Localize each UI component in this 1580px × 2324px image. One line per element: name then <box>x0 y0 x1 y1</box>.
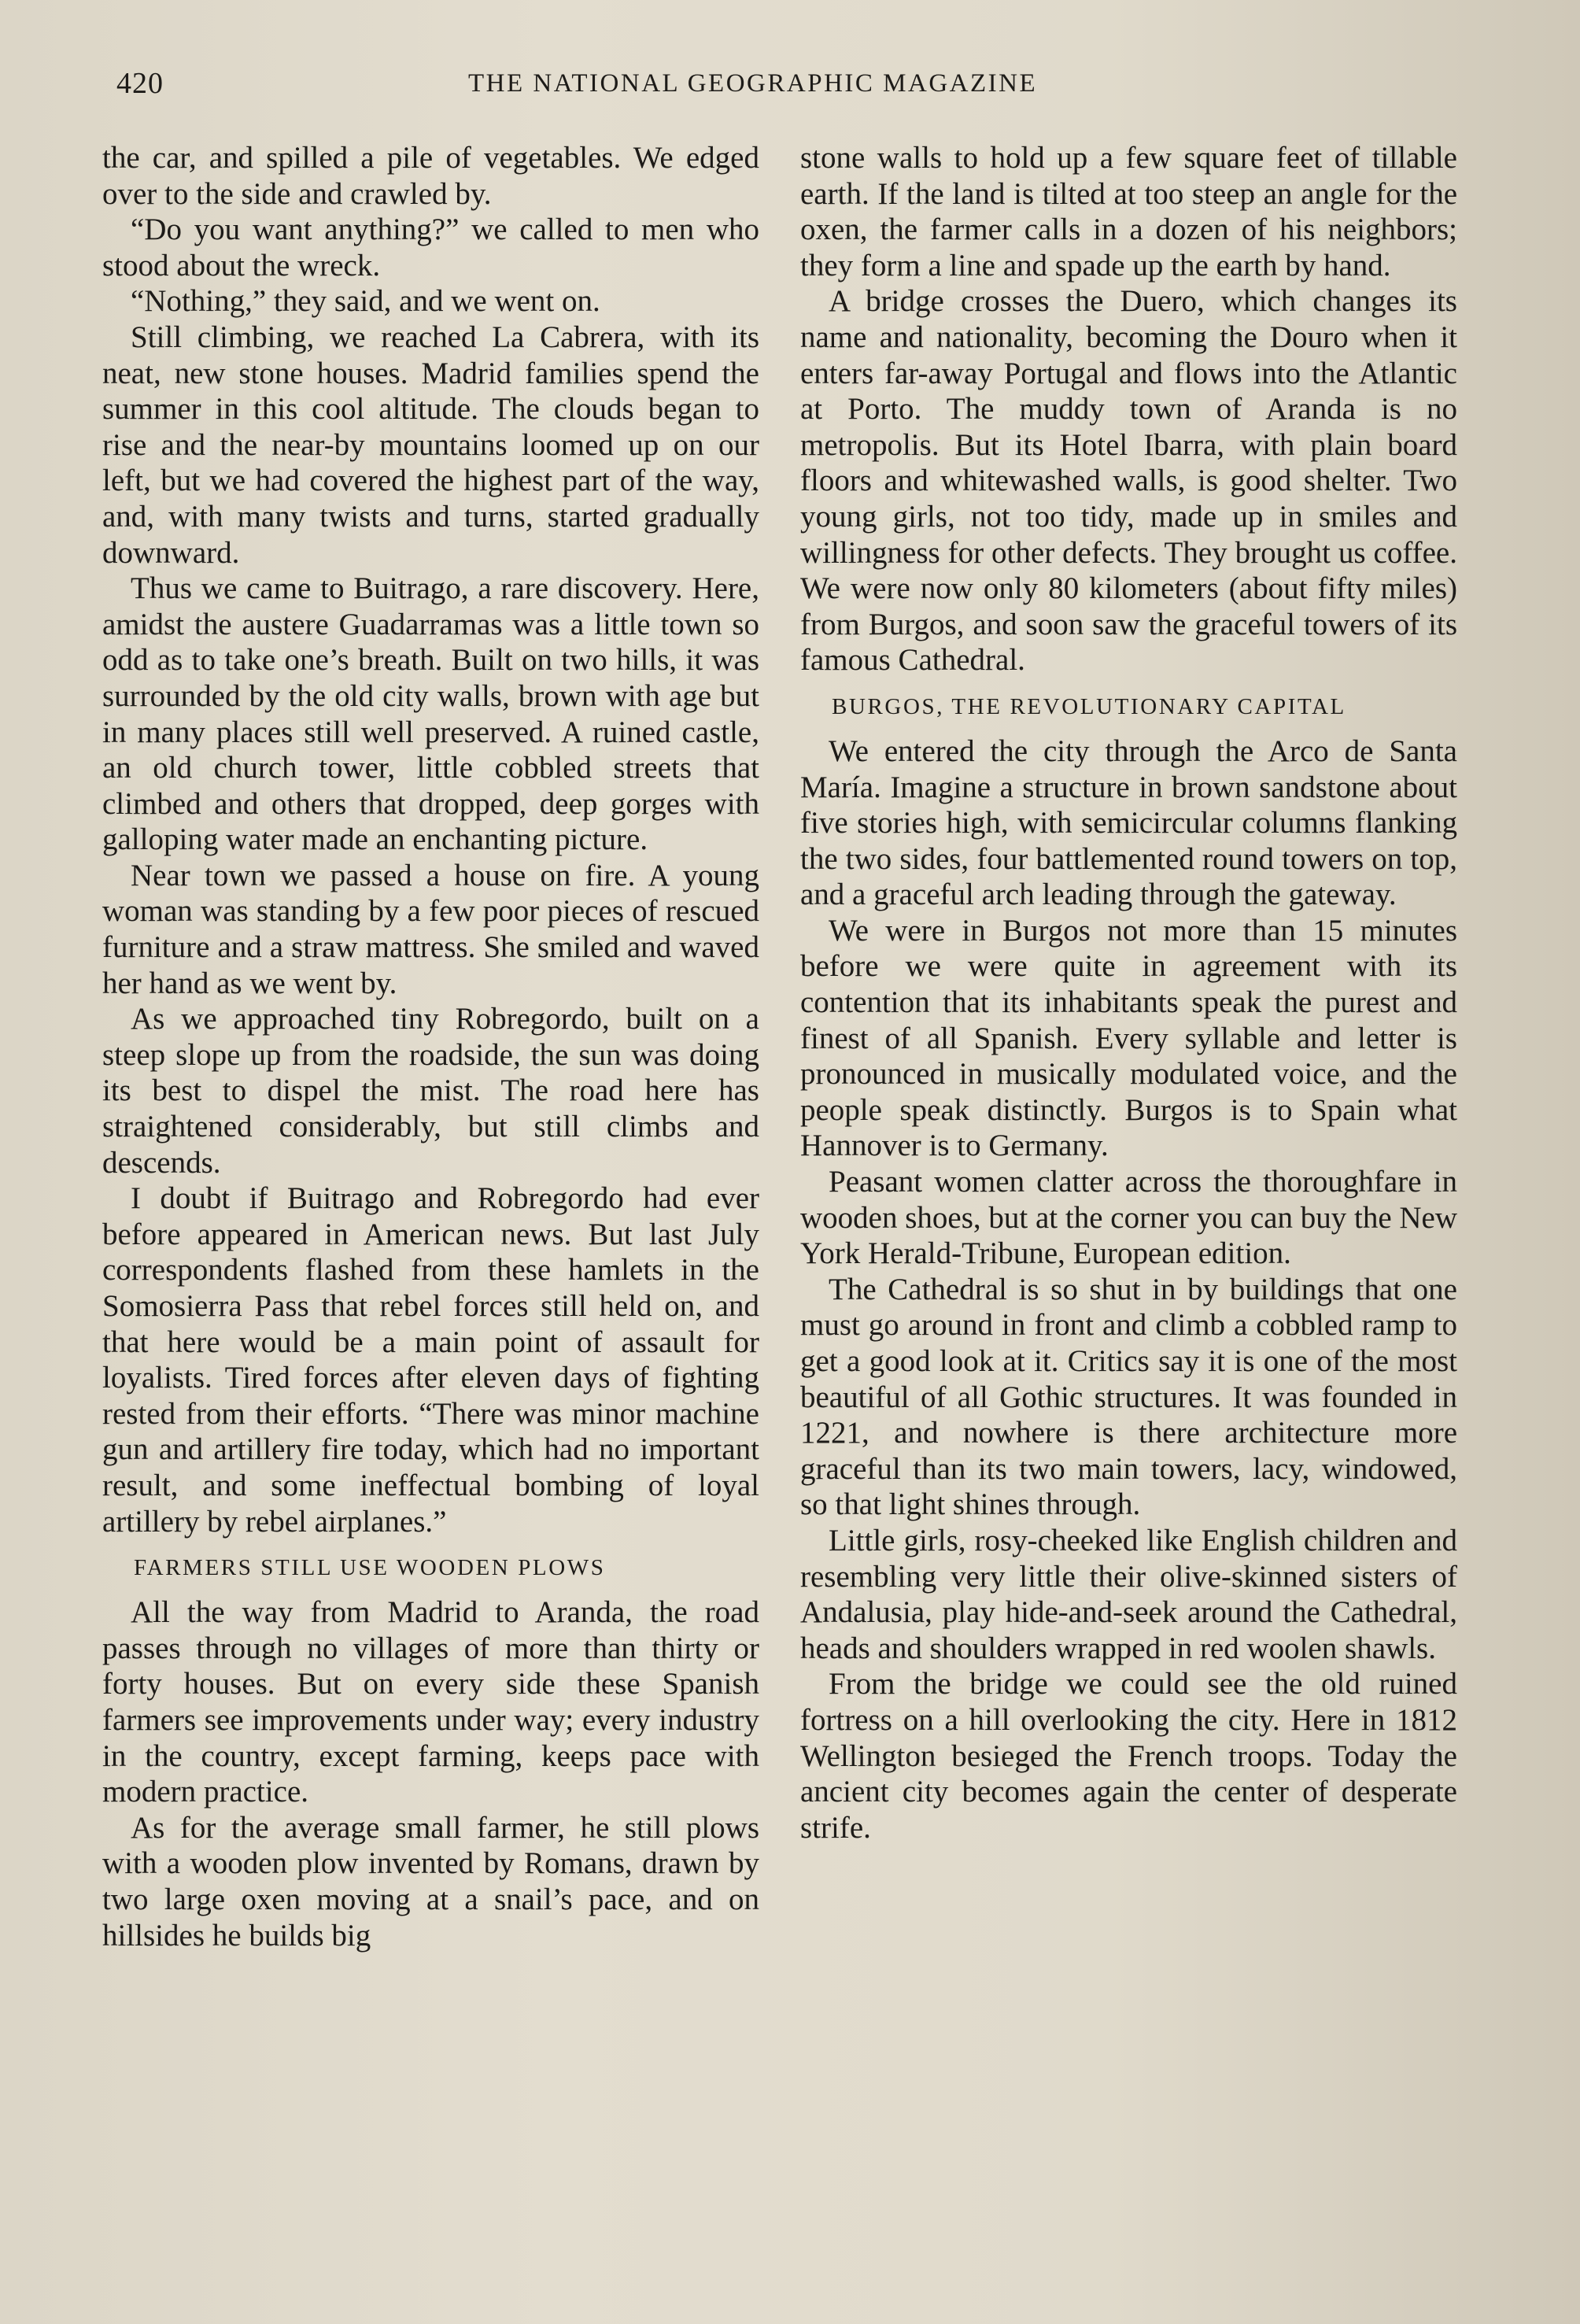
paragraph: The Cathedral is so shut in by buildings that one must go around in front and climb a cobbled ramp to get a good look at it. Critics say it is one of the most beautiful of all Gothic structures. It was founded in 1221, and nowhere is there architecture more graceful than its two main towers, lacy, windowed, so that light shines through. <box>800 1272 1457 1522</box>
section-heading: FARMERS STILL USE WOODEN PLOWS <box>134 1555 606 1581</box>
paragraph: Peasant women clatter across the thoroughfare in wooden shoes, but at the corner you can buy the New York Herald-Tribune, European edition. <box>800 1165 1458 1271</box>
left-column <box>102 140 759 1953</box>
section-heading: BURGOS, THE REVOLUTIONARY CAPITAL <box>832 693 1346 719</box>
running-head: THE NATIONAL GEOGRAPHIC MAGAZINE <box>468 69 1038 98</box>
paragraph: We were in Burgos not more than 15 minutes before we were quite in agreement with its contention that its inhabitants speak the purest and finest of all Spanish. Every syllable and letter is pronounced in musically modulated voice, and the people speak distinctly. Burgos is to Spain what Hannover is to Germany. <box>800 913 1457 1163</box>
paragraph: We entered the city through the Arco de Santa María. Imagine a structure in brown sandstone about five stories high, with semicircular columns flanking the two sides, four battlemented round towers on top, and a graceful arch leading through the gateway. <box>800 733 1457 912</box>
paragraph: the car, and spilled a pile of vegetables. We edged over to the side and crawled by. <box>102 141 759 211</box>
right-column <box>800 140 1457 1846</box>
page-number: 420 <box>116 67 164 100</box>
paragraph: Little girls, rosy-cheeked like English children and resembling very little their olive-skinned sisters of Andalusia, play hide-and-seek around the Cathedral, heads and shoulders wrapped in red woolen shawls. <box>800 1523 1457 1665</box>
paragraph: “Do you want anything?” we called to men who stood about the wreck. <box>102 212 759 283</box>
paragraph: From the bridge we could see the old ruined fortress on a hill overlooking the city. Here in 1812 Wellington besieged the French troops. Today the ancient city becomes again the center of desperate strife. <box>800 1667 1457 1845</box>
paragraph: stone walls to hold up a few square feet of tillable earth. If the land is tilted at too steep an angle for the oxen, the farmer calls in a dozen of his neighbors; they form a line and spade up the earth by hand. <box>800 141 1457 283</box>
paragraph: Near town we passed a house on fire. A young woman was standing by a few poor pieces of rescued furniture and a straw mattress. She smiled and waved her hand as we went by. <box>102 858 759 1000</box>
paragraph: “Nothing,” they said, and we went on. <box>131 284 600 319</box>
page-header <box>0 66 1580 113</box>
paragraph: As we approached tiny Robregordo, built on a steep slope up from the roadside, the sun was doing its best to dispel the mist. The road here has straightened considerably, but still climbs and descends. <box>102 1002 759 1180</box>
paragraph: A bridge crosses the Duero, which changes its name and nationality, becoming the Douro when it enters far-away Portugal and flows into the Atlantic at Porto. The muddy town of Aranda is no metropolis. But its Hotel Ibarra, with plain board floors and whitewashed walls, is good shelter. Two young girls, not too tidy, made up in smiles and willingness for other defects. They brought us coffee. We were now only 80 kilometers (about fifty miles) from Burgos, and soon saw the graceful towers of its famous Cathedral. <box>800 284 1457 678</box>
paragraph: As for the average small farmer, he still plows with a wooden plow invented by Romans, drawn by two large oxen moving at a snail’s pace, and on hillsides he builds big <box>102 1810 759 1953</box>
paragraph: All the way from Madrid to Aranda, the road passes through no villages of more than thirty or forty houses. But on every side these Spanish farmers see improvements under way; every industry in the country, except farming, keeps pace with modern practice. <box>102 1595 759 1809</box>
paragraph: I doubt if Buitrago and Robregordo had ever before appeared in American news. But last July correspondents flashed from these hamlets in the Somosierra Pass that rebel forces still held on, and that here would be a main point of assault for loyalists. Tired forces after eleven days of fighting rested from their efforts. “There was minor machine gun and artillery fire today, which had no important result, and some ineffectual bombing of loyal artillery by rebel airplanes.” <box>102 1181 759 1539</box>
paragraph: Still climbing, we reached La Cabrera, with its neat, new stone houses. Madrid families spend the summer in this cool altitude. The clouds began to rise and the near-by mountains loomed up on our left, but we had covered the highest part of the way, and, with many twists and turns, started gradually downward. <box>102 320 759 570</box>
paragraph: Thus we came to Buitrago, a rare discovery. Here, amidst the austere Guadarramas was a little town so odd as to take one’s breath. Built on two hills, it was surrounded by the old city walls, brown with age but in many places still well preserved. A ruined castle, an old church tower, little cobbled streets that climbed and others that dropped, deep gorges with galloping water made an enchanting picture. <box>102 571 759 857</box>
